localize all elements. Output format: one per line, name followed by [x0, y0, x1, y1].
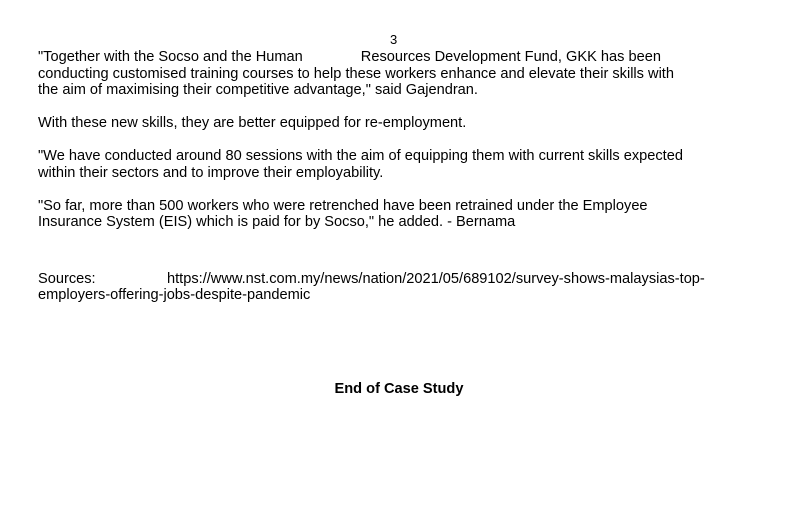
sources-block: [38, 271, 778, 304]
end-of-case-study-heading: End of Case Study: [334, 381, 464, 397]
paragraph-line: conducting customised training courses to help these workers enhance and elevate their skills with: [38, 65, 674, 82]
paragraph-line: With these new skills, they are better equipped for re-employment.: [38, 115, 467, 131]
paragraph-line: the aim of maximising their competitive advantage," said Gajendran.: [38, 82, 478, 98]
paragraph-line: within their sectors and to improve their employability.: [38, 164, 384, 181]
paragraph-new-skills: [38, 115, 778, 132]
paragraph-retrained-workers: [38, 198, 778, 231]
document-body: [38, 49, 778, 304]
sources-label: Sources:: [38, 270, 96, 287]
paragraph-line: "Together with the Socso and the Human Resources Development Fund, GKK has been: [38, 49, 661, 65]
source-url[interactable]: https://www.nst.com.my/news/nation/2021/05/689102/survey-shows-malaysias-top-: [167, 270, 705, 287]
paragraph-line: "So far, more than 500 workers who were retrenched have been retrained under the Employee: [38, 197, 648, 214]
paragraph-line: "We have conducted around 80 sessions with the aim of equipping them with current skills expected: [38, 148, 683, 164]
paragraph-sessions: [38, 148, 778, 181]
page-number: 3: [390, 32, 398, 47]
paragraph-line: Insurance System (EIS) which is paid for by Socso," he added. - Bernama: [38, 214, 516, 230]
paragraph-training-courses: [38, 49, 778, 99]
source-url-continued[interactable]: employers-offering-jobs-despite-pandemic: [38, 287, 311, 303]
